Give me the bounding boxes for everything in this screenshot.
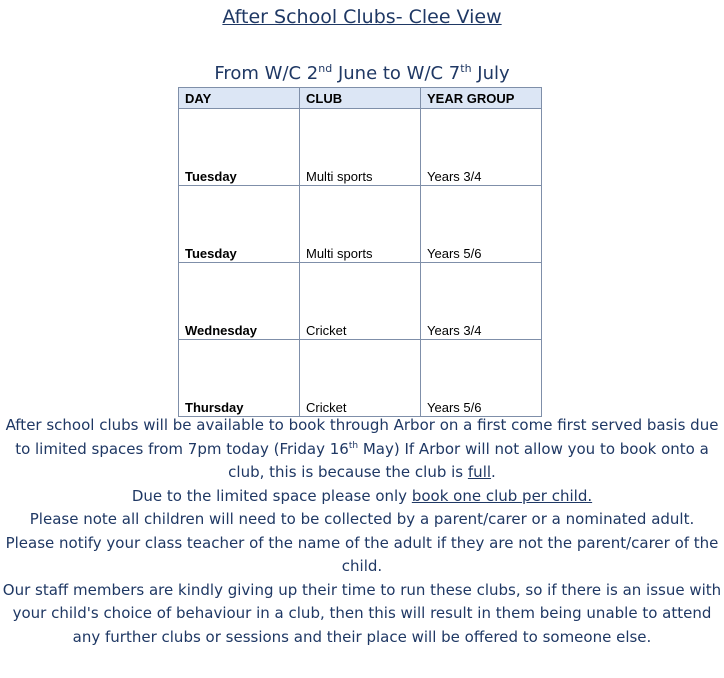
cell-club: Multi sports (300, 109, 421, 186)
table-row (179, 263, 542, 340)
booking-note (0, 414, 724, 485)
table-header-row (179, 88, 542, 109)
cell-year: Years 3/4 (421, 263, 542, 340)
collection-note: Please note all children will need to be collected by a parent/carer or a nominated adult. (29, 510, 695, 528)
cell-day: Tuesday (179, 186, 300, 263)
clubs-table (178, 87, 542, 417)
header-year-group: YEAR GROUP (421, 88, 542, 109)
cell-day: Wednesday (179, 263, 300, 340)
header-club: CLUB (300, 88, 421, 109)
one-club-emphasis: book one club per child. (411, 486, 593, 505)
subtitle-mid: June to W/C 7 (332, 63, 461, 84)
subtitle-end: July (471, 63, 510, 84)
subtitle-from: From W/C 2 (214, 63, 319, 84)
limit-note (0, 485, 724, 509)
full-emphasis: full (467, 463, 492, 481)
page-title: After School Clubs- Clee View (222, 6, 502, 28)
cell-year: Years 5/6 (421, 186, 542, 263)
cell-day: Tuesday (179, 109, 300, 186)
behaviour-note: Our staff members are kindly giving up their time to run these clubs, so if there is an issue with your child's choice of behaviour in a club, then this will result in them being unable to attend any further clubs or sessions and their place will be offered to someone else. (2, 580, 722, 646)
subtitle-to-sup: th (460, 62, 472, 75)
notes-section (0, 414, 724, 649)
cell-club: Cricket (300, 340, 421, 417)
cell-club: Multi sports (300, 186, 421, 263)
booking-note-text-2: May) If Arbor will not allow you to book onto a club, this is because the club is (228, 439, 709, 481)
table-row (179, 186, 542, 263)
booking-note-text: After school clubs will be available to book through Arbor on a first come first served basis due to limited spaces from 7pm today (Friday 16 (5, 416, 719, 458)
table-row (179, 340, 542, 417)
limit-note-text: Due to the limited space please only (131, 486, 412, 505)
header-day: DAY (179, 88, 300, 109)
table-row (179, 109, 542, 186)
cell-club: Cricket (300, 263, 421, 340)
date-range-subtitle (0, 62, 724, 84)
cell-year: Years 5/6 (421, 340, 542, 417)
booking-note-sup: th (348, 440, 359, 451)
cell-year: Years 3/4 (421, 109, 542, 186)
cell-day: Thursday (179, 340, 300, 417)
booking-note-end: . (491, 463, 496, 481)
notify-note: Please notify your class teacher of the name of the adult if they are not the parent/carer of the child. (5, 533, 719, 575)
subtitle-from-sup: nd (318, 62, 333, 75)
